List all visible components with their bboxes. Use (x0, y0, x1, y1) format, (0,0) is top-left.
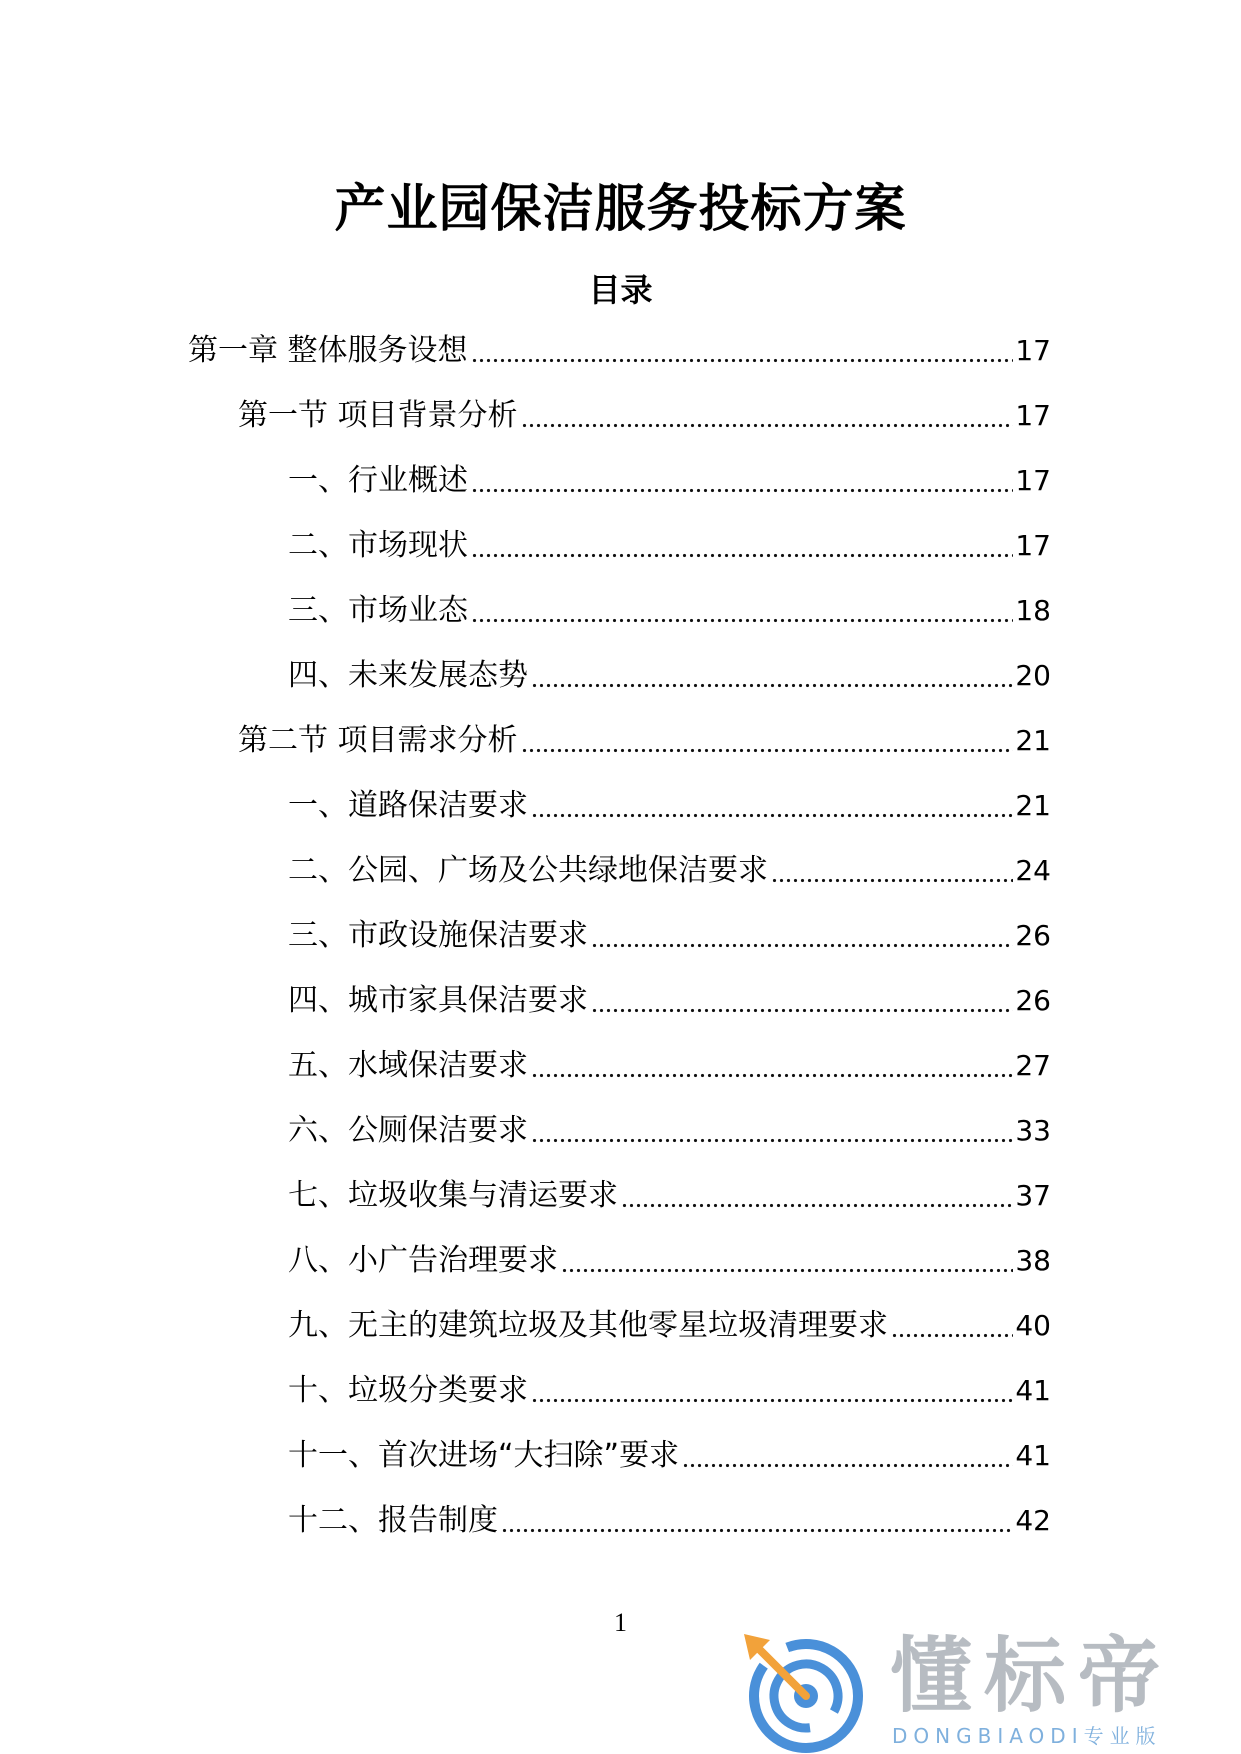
toc-entry-title: 第一章 整体服务设想 (188, 333, 468, 368)
document-title: 产业园保洁服务投标方案 (334, 180, 907, 239)
toc-entry-title: 四、城市家具保洁要求 (288, 983, 588, 1018)
toc-entry[interactable] (288, 1171, 1051, 1221)
target-arrow-icon (740, 1630, 866, 1754)
toc-entry-page: 41 (1015, 1374, 1051, 1407)
toc-entry-page: 38 (1015, 1244, 1051, 1277)
watermark-brand: 懂标帝 (890, 1629, 1173, 1724)
toc-leader-dots (591, 976, 1013, 1026)
toc-leader-dots (521, 716, 1014, 766)
watermark (740, 1630, 1241, 1754)
watermark-subtitle: DONGBIAODI专业版 (892, 1724, 1162, 1748)
toc-entry-title: 十二、报告制度 (288, 1503, 498, 1538)
toc-entry-title: 第一节 项目背景分析 (238, 398, 518, 433)
page-number: 1 (614, 1608, 627, 1637)
toc-entry-page: 24 (1015, 854, 1051, 887)
toc-leader-dots (621, 1171, 1013, 1221)
toc-entry[interactable] (288, 651, 1051, 701)
toc-entry-title: 五、水域保洁要求 (288, 1048, 528, 1083)
toc-entry-title: 第二节 项目需求分析 (238, 723, 518, 758)
toc-entry-title: 三、市政设施保洁要求 (288, 918, 588, 953)
toc-leader-dots (531, 1041, 1013, 1091)
toc-entry-page: 20 (1015, 659, 1051, 692)
toc-entry-page: 33 (1015, 1114, 1051, 1147)
toc-entry-page: 26 (1015, 984, 1051, 1017)
toc-entry-page: 37 (1015, 1179, 1051, 1212)
toc-entry-page: 21 (1015, 724, 1051, 757)
toc-entry-page: 40 (1015, 1309, 1051, 1342)
toc-entry-title: 八、小广告治理要求 (288, 1243, 558, 1278)
toc-entry-page: 17 (1015, 334, 1051, 367)
toc-entry[interactable] (288, 456, 1051, 506)
toc-entry[interactable] (288, 781, 1051, 831)
toc-entry[interactable] (288, 911, 1051, 961)
toc-entry-page: 42 (1015, 1504, 1051, 1537)
toc-entry-page: 26 (1015, 919, 1051, 952)
toc-leader-dots (531, 651, 1013, 701)
toc-leader-dots (471, 521, 1013, 571)
toc-entry-title: 四、未来发展态势 (288, 658, 528, 693)
toc-entry-page: 27 (1015, 1049, 1051, 1082)
toc-leader-dots (471, 456, 1013, 506)
toc-entry-title: 二、公园、广场及公共绿地保洁要求 (288, 853, 768, 888)
toc-entry[interactable] (288, 846, 1051, 896)
toc-leader-dots (471, 586, 1013, 636)
toc-leader-dots (591, 911, 1013, 961)
toc-entry-page: 17 (1015, 399, 1051, 432)
toc-entry[interactable] (288, 1106, 1051, 1156)
toc-leader-dots (501, 1496, 1013, 1546)
toc-entry[interactable] (288, 1301, 1051, 1351)
toc-entry[interactable] (188, 326, 1051, 376)
toc-leader-dots (682, 1431, 1013, 1481)
toc-entry-page: 21 (1015, 789, 1051, 822)
toc-entry[interactable] (288, 1366, 1051, 1416)
toc-entry[interactable] (288, 521, 1051, 571)
toc-entry-title: 九、无主的建筑垃圾及其他零星垃圾清理要求 (288, 1308, 888, 1343)
toc-entry-page: 18 (1015, 594, 1051, 627)
toc-entry-title: 一、行业概述 (288, 463, 468, 498)
toc-entry[interactable] (288, 976, 1051, 1026)
toc-entry-title: 十、垃圾分类要求 (288, 1373, 528, 1408)
toc-entry-page: 17 (1015, 529, 1051, 562)
toc-leader-dots (891, 1301, 1013, 1351)
toc-entry-title: 六、公厕保洁要求 (288, 1113, 528, 1148)
toc-entry[interactable] (288, 1041, 1051, 1091)
toc-entry[interactable] (238, 391, 1051, 441)
toc-entry[interactable] (288, 1236, 1051, 1286)
toc-entry[interactable] (288, 586, 1051, 636)
toc-leader-dots (521, 391, 1014, 441)
toc-entry-title: 十一、首次进场“大扫除”要求 (288, 1438, 680, 1473)
toc-leader-dots (771, 846, 1013, 896)
toc-entry-title: 二、市场现状 (288, 528, 468, 563)
toc-leader-dots (471, 326, 1014, 376)
toc-entry[interactable] (288, 1496, 1051, 1546)
toc-heading: 目录 (588, 271, 653, 309)
toc-entry-page: 41 (1015, 1439, 1051, 1472)
toc-leader-dots (531, 1366, 1013, 1416)
toc-leader-dots (561, 1236, 1013, 1286)
toc-leader-dots (531, 1106, 1013, 1156)
toc-entry[interactable] (288, 1431, 1051, 1481)
toc-entry[interactable] (238, 716, 1051, 766)
toc-entry-page: 17 (1015, 464, 1051, 497)
toc-leader-dots (531, 781, 1013, 831)
toc-entry-title: 三、市场业态 (288, 593, 468, 628)
toc-entry-title: 七、垃圾收集与清运要求 (288, 1178, 618, 1213)
toc-entry-title: 一、道路保洁要求 (288, 788, 528, 823)
